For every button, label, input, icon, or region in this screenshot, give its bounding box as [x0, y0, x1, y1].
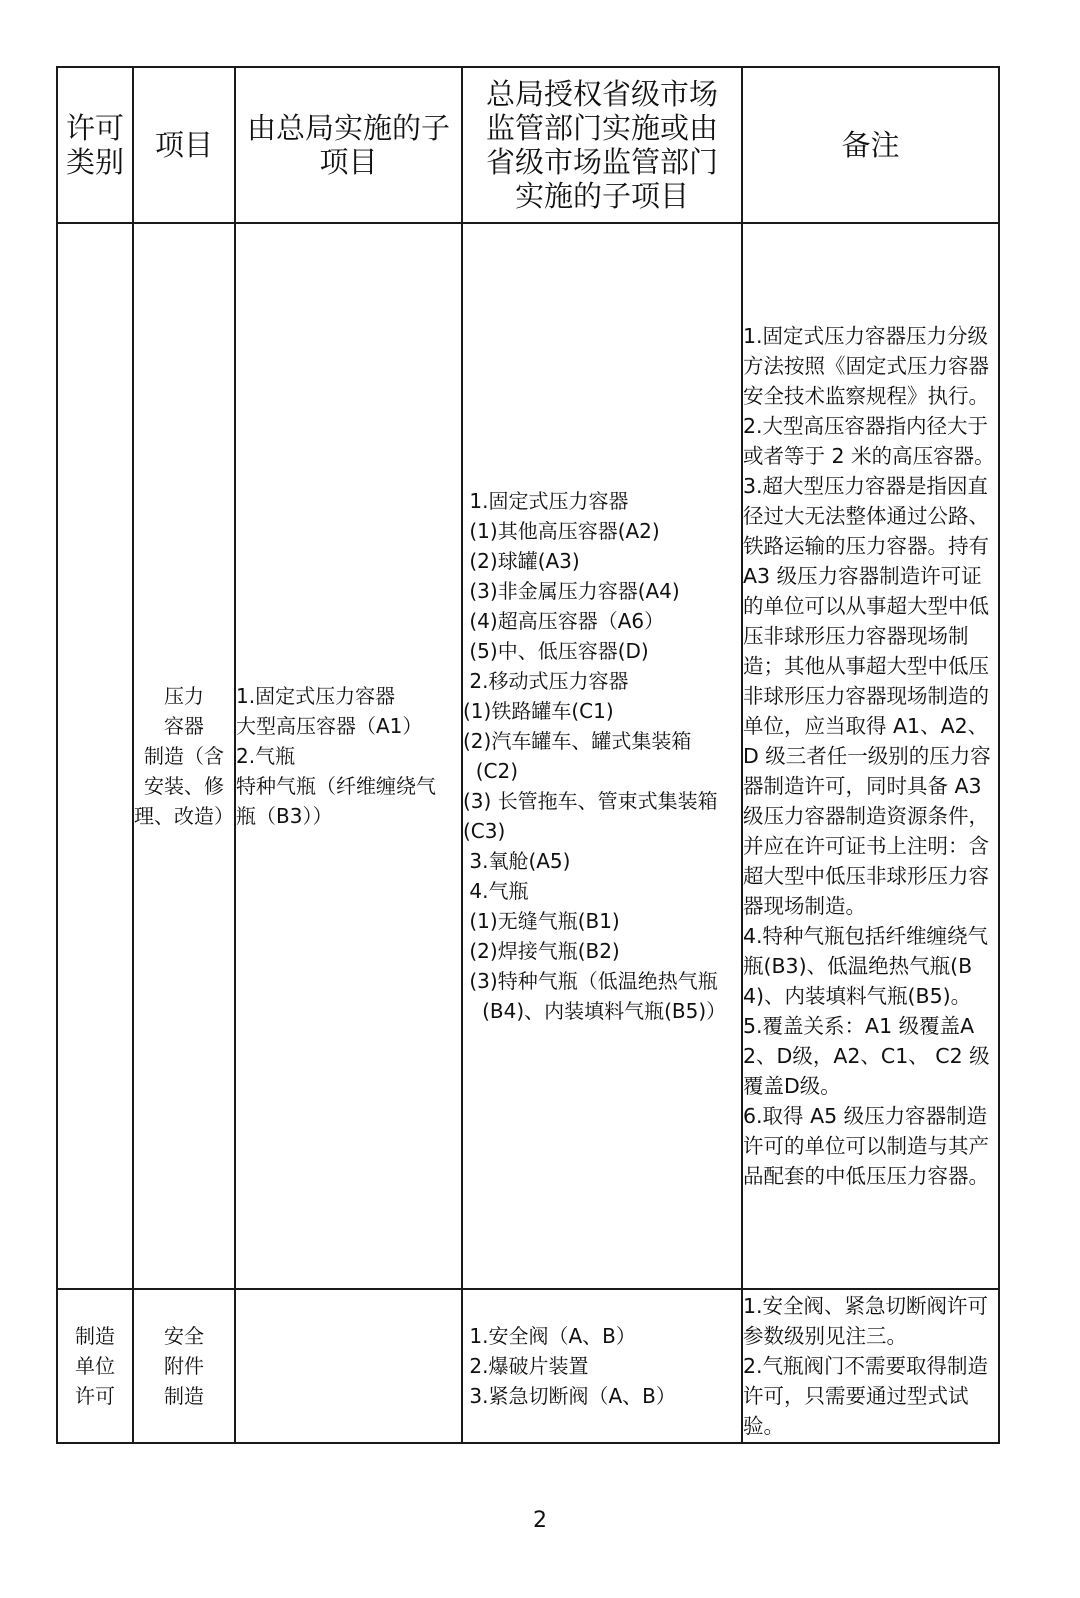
cell-hq-items: [235, 1289, 462, 1443]
cell-item: 安全 附件 制造: [133, 1289, 235, 1443]
remark-item: 1.固定式压力容器压力分级方法按照《固定式压力容器安全技术监察规程》执行。: [743, 324, 989, 408]
cell-category: 制造 单位 许可: [57, 1289, 133, 1443]
remark-item: 1.安全阀、紧急切断阀许可参数级别见注三。: [743, 1294, 989, 1348]
cell-category: [57, 223, 133, 1289]
remark-item: 4.特种气瓶包括纤维缠绕气瓶(B3)、低温绝热气瓶(B4)、内装填料气瓶(B5)。: [743, 924, 989, 1008]
remark-item: 2.大型高压容器指内径大于或者等于 2 米的高压容器。: [743, 414, 995, 468]
table-row: [57, 223, 999, 1289]
cell-prov-items: 1.固定式压力容器 (1)其他高压容器(A2) (2)球罐(A3) (3)非金属压力容器(A4) (4)超高压容器（A6） (5)中、低压容器(D) 2.移动式压力容器 (1)铁路罐车(C1) (2)汽车罐车、罐式集装箱 (C2) (3) 长管拖车、管束式集装箱 (C3) 3.氧舱(A5) 4.气瓶 (1)无缝气瓶(B1) (2)焊接气瓶(B2) (3)特种气瓶（低温绝热气瓶 (B4)、内装填料气瓶(B5)）: [462, 223, 742, 1289]
page-number: 2: [533, 1508, 547, 1533]
cell-hq-items: 1.固定式压力容器 大型高压容器（A1） 2.气瓶 特种气瓶（纤维缠绕气 瓶（B3））: [235, 223, 462, 1289]
header-hq-items: 由总局实施的子 项目: [235, 67, 462, 223]
header-remarks: 备注: [742, 67, 999, 223]
cell-prov-items: 1.安全阀（A、B） 2.爆破片装置 3.紧急切断阀（A、B）: [462, 1289, 742, 1443]
permit-table: [56, 66, 1000, 1444]
table-header-row: [57, 67, 999, 223]
cell-item: 压力 容器 制造（含 安装、修 理、改造）: [133, 223, 235, 1289]
remark-item: 6.取得 A5 级压力容器制造许可的单位可以制造与其产品配套的中低压压力容器。: [743, 1104, 989, 1188]
remark-item: 2.气瓶阀门不需要取得制造许可，只需要通过型式试验。: [743, 1354, 989, 1438]
table-row: [57, 1289, 999, 1443]
header-item: 项目: [133, 67, 235, 223]
remark-item: 5.覆盖关系：A1 级覆盖A2、D级，A2、C1、 C2 级覆盖D级。: [743, 1014, 990, 1098]
remark-item: 3.超大型压力容器是指因直径过大无法整体通过公路、铁路运输的压力容器。持有 A3 级压力容器制造许可证的单位可以从事超大型中低压非球形压力容器现场制造；其他从事超大型中低压非球形压力容器现场制造的单位，应当取得 A1、A2、D 级三者任一级别的压力容器制造许可，同时具备 A3 级压力容器制造资源条件，并应在许可证书上注明：含超大型中低压非球形压力容器现场制造。: [743, 474, 996, 918]
header-prov-items: 总局授权省级市场 监管部门实施或由 省级市场监管部门 实施的子项目: [462, 67, 742, 223]
cell-remarks: [742, 1289, 999, 1443]
header-category: 许可 类别: [57, 67, 133, 223]
cell-remarks: [742, 223, 999, 1289]
